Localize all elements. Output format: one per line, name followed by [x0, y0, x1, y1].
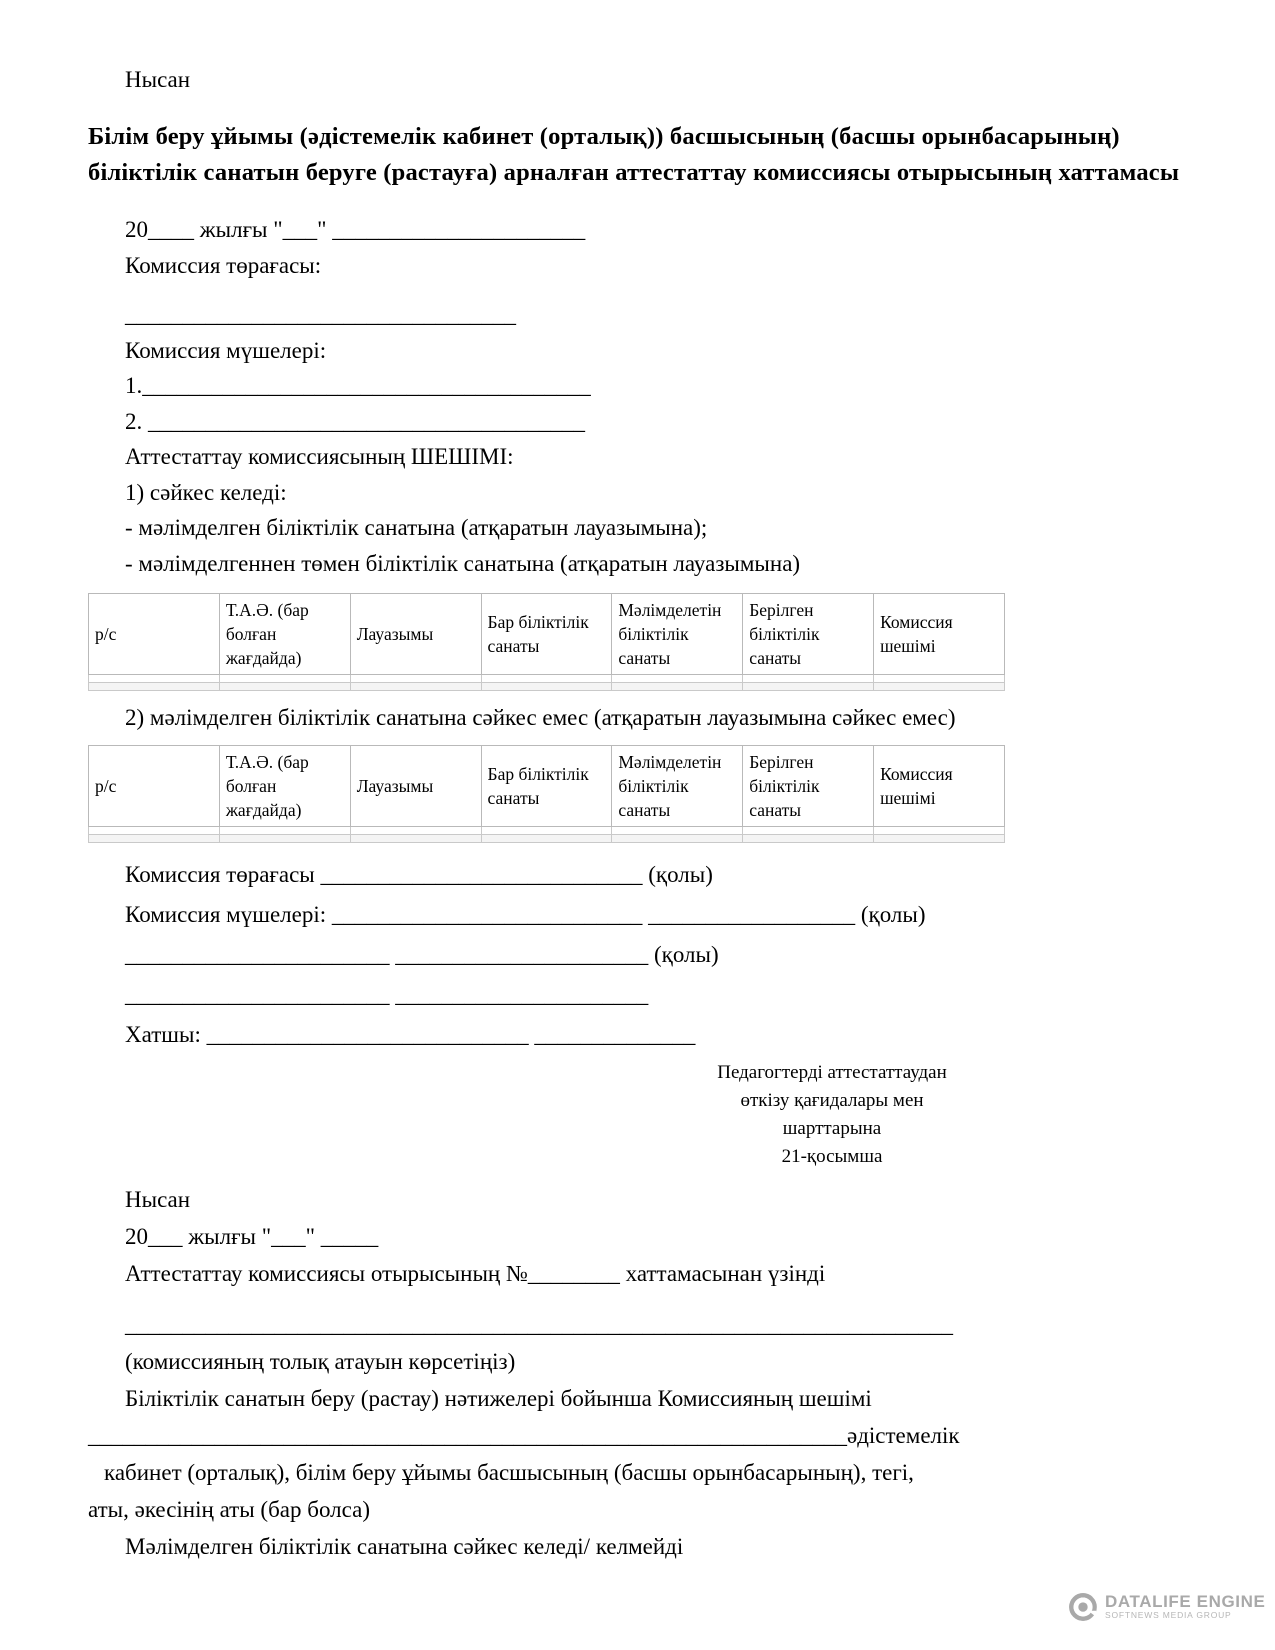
signature-chairman-line: Комиссия төрағасы ____________________________ (қолы) — [125, 861, 713, 887]
extract-result-line: Мәлімделген біліктілік санатына сәйкес келеді/ келмейді — [125, 1533, 684, 1559]
table-1-empty-cell — [481, 683, 612, 691]
signature-secretary-line: Хатшы: ____________________________ ______________ — [125, 1021, 696, 1047]
table-2-header-cell: Т.А.Ә. (бар болған жағдайда) — [219, 745, 350, 826]
attestation-table-1 — [88, 593, 1005, 691]
document-title: Білім беру ұйымы (әдістемелік кабинет (орталық)) басшысының (басшы орынбасарының) біліктілік санатын беруге (растауға) арналған аттестаттау комиссиясы отырысының хаттамасы — [88, 123, 1180, 186]
table-2-header-row — [89, 745, 1005, 826]
table-1-empty-row — [89, 675, 1005, 683]
annex-note-line-3: шарттарына — [782, 1117, 882, 1139]
decision-heading: Аттестаттау комиссиясының ШЕШІМІ: — [125, 444, 514, 469]
annex-note-line-1: Педагогтерді аттестаттаудан — [717, 1061, 947, 1083]
table-2-empty-cell — [350, 834, 481, 842]
table-1-empty-cell — [219, 683, 350, 691]
table-1-empty-cell — [612, 675, 743, 683]
table-1-empty-cell — [481, 675, 612, 683]
table-1-empty-row — [89, 683, 1005, 691]
table-2-empty-row — [89, 834, 1005, 842]
table-1-empty-cell — [612, 683, 743, 691]
chairman-label: Комиссия төрағасы: — [125, 252, 322, 278]
signature-members-line-2: _______________________ ______________________ (қолы) — [125, 941, 719, 967]
decision-item-1-sub-1: - мәлімделген біліктілік санатына (атқаратын лауазымына); — [125, 515, 708, 540]
table-2-empty-row — [89, 826, 1005, 834]
table-1-header-cell: Комиссия шешімі — [874, 594, 1005, 675]
member-1-line: 1._______________________________________ — [125, 373, 591, 398]
form-label-top: Нысан — [125, 67, 191, 92]
table-2-empty-cell — [219, 826, 350, 834]
extract-blank-line-2: __________________________________________________________________әдістемелік — [88, 1422, 960, 1448]
table-2-header-cell: р/с — [89, 745, 220, 826]
extract-decision-line: Біліктілік санатын беру (растау) нәтижелері бойынша Комиссияның шешімі — [125, 1385, 872, 1411]
datalife-engine-watermark — [1068, 1592, 1265, 1622]
table-1-empty-cell — [89, 683, 220, 691]
table-1-empty-cell — [350, 675, 481, 683]
watermark-brand: DATALIFE ENGINE — [1105, 1592, 1266, 1611]
table-1-empty-cell — [350, 683, 481, 691]
table-1-header-cell: Мәлімделетін біліктілік санаты — [612, 594, 743, 675]
table-1-header-cell: р/с — [89, 594, 220, 675]
members-label: Комиссия мүшелері: — [125, 337, 327, 363]
decision-item-1-sub-2: - мәлімделгеннен төмен біліктілік санатына (атқаратын лауазымына) — [125, 550, 801, 576]
watermark-subtitle: SOFTNEWS MEDIA GROUP — [1105, 1610, 1232, 1620]
table-1-header-cell: Берілген біліктілік санаты — [743, 594, 874, 675]
extract-hint-line: (комиссияның толық атауын көрсетіңіз) — [125, 1348, 516, 1374]
member-2-line: 2. ______________________________________ — [125, 408, 585, 434]
table-2-header-cell: Бар біліктілік санаты — [481, 745, 612, 826]
datalife-engine-logo-icon — [1068, 1592, 1098, 1622]
table-1-header-cell: Бар біліктілік санаты — [481, 594, 612, 675]
table-1-empty-cell — [743, 675, 874, 683]
signature-members-line-1: Комиссия мүшелері: ___________________________ __________________ (қолы) — [125, 901, 926, 927]
extract-section — [88, 1181, 1185, 1565]
table-2-empty-cell — [481, 834, 612, 842]
table-2-empty-cell — [874, 834, 1005, 842]
table-2-empty-cell — [219, 834, 350, 842]
decision-item-2: 2) мәлімделген біліктілік санатына сәйкес емес (атқаратын лауазымына сәйкес емес) — [125, 705, 956, 730]
watermark-text — [1105, 1593, 1265, 1621]
protocol-header-section — [88, 212, 1185, 581]
table-2-empty-cell — [743, 834, 874, 842]
decision-item-1: 1) сәйкес келеді: — [125, 479, 287, 505]
table-1-empty-cell — [743, 683, 874, 691]
attestation-table-2 — [88, 745, 1005, 843]
annex-note — [697, 1059, 967, 1171]
table-2-empty-cell — [481, 826, 612, 834]
form-label-extract: Нысан — [125, 1186, 191, 1212]
table-2-header-cell: Берілген біліктілік санаты — [743, 745, 874, 826]
extract-title-line: Аттестаттау комиссиясы отырысының №________ хаттамасынан үзінді — [125, 1260, 826, 1286]
extract-blank-line: ________________________________________________________________________ — [125, 1311, 953, 1337]
table-2-empty-cell — [350, 826, 481, 834]
table-2-empty-cell — [612, 826, 743, 834]
table-1-header-row — [89, 594, 1005, 675]
table-1-header-cell: Т.А.Ә. (бар болған жағдайда) — [219, 594, 350, 675]
annex-note-line-2: өткізу қағидалары мен — [740, 1089, 924, 1111]
signature-members-line-3: _______________________ ______________________ — [125, 981, 649, 1007]
extract-date-line: 20___ жылғы "___" _____ — [125, 1223, 379, 1249]
table-1-empty-cell — [219, 675, 350, 683]
signatures-section — [88, 855, 1185, 1055]
chairman-blank-line: __________________________________ — [125, 302, 516, 327]
extract-continuation-2: аты, әкесінің аты (бар болса) — [88, 1496, 370, 1522]
table-2-empty-cell — [743, 826, 874, 834]
date-line: 20____ жылғы "___" ______________________ — [125, 217, 586, 242]
extract-continuation-1: кабинет (орталық), білім беру ұйымы басшысының (басшы орынбасарының), тегі, — [104, 1459, 914, 1485]
table-2-header-cell: Лауазымы — [350, 745, 481, 826]
table-2-empty-cell — [612, 834, 743, 842]
table-1-empty-cell — [874, 683, 1005, 691]
table-1-empty-cell — [89, 675, 220, 683]
table-2-header-cell: Мәлімделетін біліктілік санаты — [612, 745, 743, 826]
table-2-empty-cell — [89, 834, 220, 842]
table-2-header-cell: Комиссия шешімі — [874, 745, 1005, 826]
table-2-empty-cell — [874, 826, 1005, 834]
table-2-empty-cell — [89, 826, 220, 834]
annex-note-line-4: 21-қосымша — [781, 1145, 883, 1167]
table-1-empty-cell — [874, 675, 1005, 683]
table-1-header-cell: Лауазымы — [350, 594, 481, 675]
